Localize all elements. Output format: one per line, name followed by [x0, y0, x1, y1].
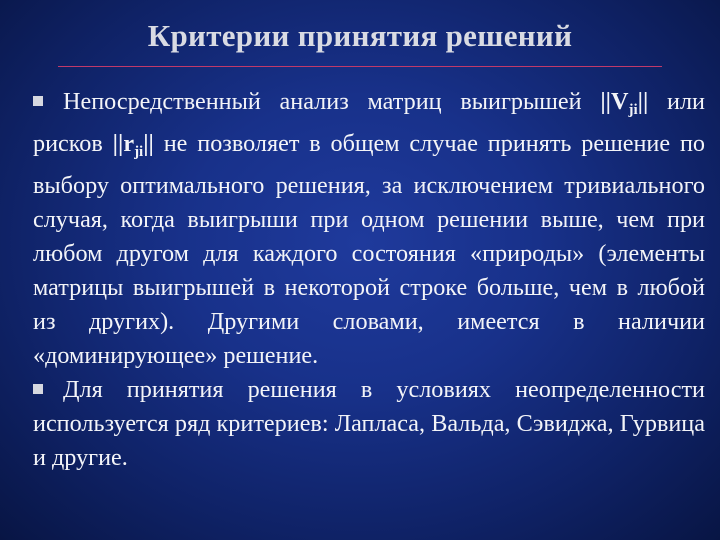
- bullet-paragraph-1: [33, 85, 705, 373]
- paragraph-2-text: Для принятия решения в условиях неопределенности используется ряд критериев: Лапласа, Вальда, Сэвиджа, Гурвица и другие.: [33, 376, 705, 471]
- bullet-paragraph-2: [33, 373, 705, 475]
- matrix-v-close: ||: [637, 88, 649, 115]
- square-bullet-icon: [33, 96, 43, 106]
- paragraph-1-text-b: или рисков: [33, 88, 705, 157]
- matrix-v-norm: [600, 88, 649, 118]
- matrix-r-subscript: ji: [134, 144, 144, 160]
- matrix-v-open: ||V: [600, 88, 629, 115]
- matrix-r-norm: [112, 130, 154, 160]
- paragraph-1-text-c: не позволяет в общем случае принять решение по выбору оптимального решения, за исключением тривиального случая, когда выигрыши при одном решении выше, чем при любом другом для каждого состояния «природы» (элементы матрицы выигрышей в некоторой строке больше, чем в любой из других). Другими словами, имеется в наличии «доминирующее» решение.: [33, 130, 705, 369]
- matrix-v-subscript: ji: [628, 102, 638, 118]
- paragraph-1-text-a: Непосредственный анализ матриц выигрышей: [63, 88, 601, 115]
- matrix-r-open: ||r: [112, 130, 135, 157]
- square-bullet-icon: [33, 384, 43, 394]
- matrix-r-close: ||: [143, 130, 154, 157]
- slide-body: [33, 85, 705, 475]
- slide-title: Критерии принятия решений: [147, 18, 573, 53]
- title-divider: [58, 66, 662, 67]
